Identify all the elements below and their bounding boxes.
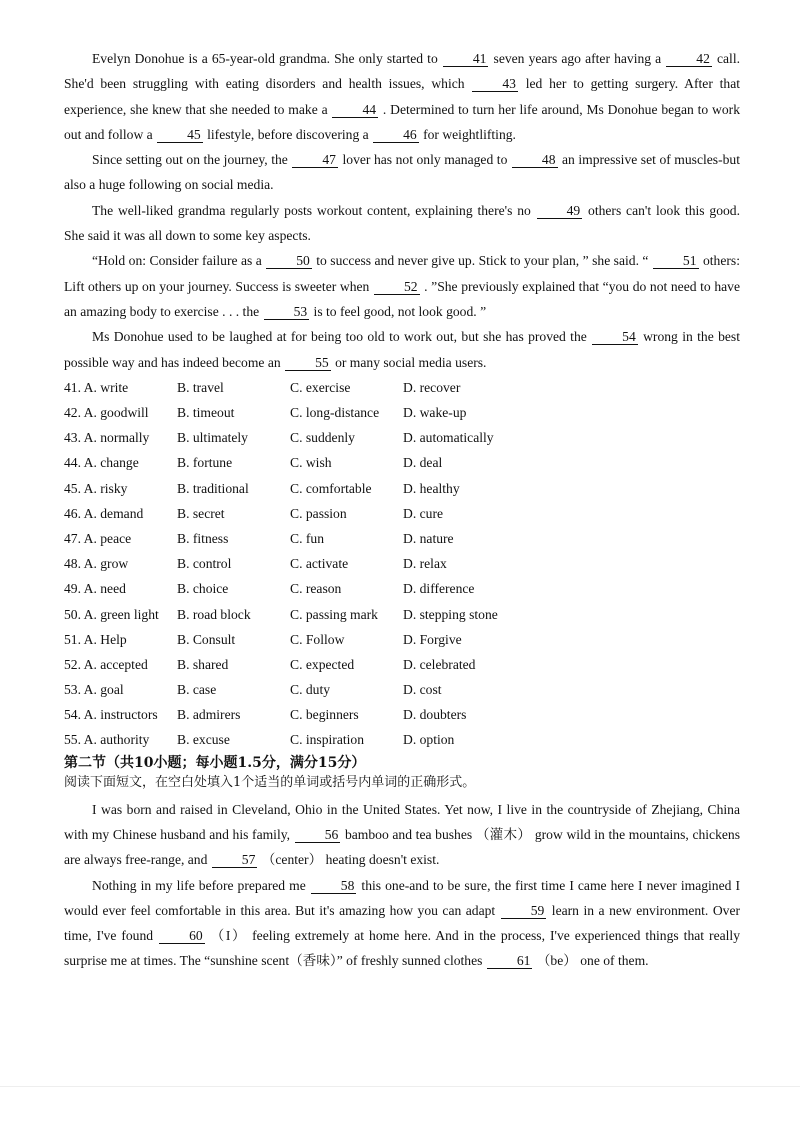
passage1-paragraph4 <box>64 248 740 324</box>
option-row <box>64 501 740 526</box>
option-a: 52. A. accepted <box>64 656 148 672</box>
blank-53: 53 <box>264 304 310 320</box>
option-row <box>64 727 740 752</box>
option-b: B. traditional <box>177 480 249 496</box>
option-c: C. wish <box>290 455 332 471</box>
option-d: D. healthy <box>403 480 460 496</box>
blank-58: 58 <box>311 878 357 894</box>
option-row <box>64 450 740 475</box>
blank-47: 47 <box>292 152 338 168</box>
option-c: C. beginners <box>290 707 359 723</box>
option-row <box>64 400 740 425</box>
page-divider <box>0 1086 800 1087</box>
blank-41: 41 <box>443 51 489 67</box>
text: Ms Donohue used to be laughed at for being too old to work out, but she has proved the <box>92 329 592 345</box>
option-d: D. recover <box>403 379 461 395</box>
blank-43: 43 <box>472 76 518 92</box>
option-a: 53. A. goal <box>64 682 124 698</box>
exam-content <box>64 46 740 974</box>
passage1-paragraph5 <box>64 324 740 375</box>
option-d: D. wake-up <box>403 405 467 420</box>
option-c: C. long-distance <box>290 405 380 420</box>
option-b: B. Consult <box>177 631 236 647</box>
text: I was born and raised in Cleveland, Ohio in the United States. Yet now, I live in the countryside of Zhejiang, China with my Chinese husband and his family, <box>64 801 740 842</box>
option-a: 44. A. change <box>64 455 139 471</box>
option-b: B. travel <box>177 379 224 395</box>
blank-61: 61 <box>487 953 533 969</box>
text: The well-liked grandma regularly posts workout content, explaining there's no <box>92 202 536 218</box>
text: Since setting out on the journey, the <box>92 152 292 168</box>
text: bamboo and tea bushes （灌木） grow wild in the mountains, chickens are always free-range, and <box>64 826 740 868</box>
option-d: D. Forgive <box>403 631 462 647</box>
text: this one-and to be sure, the first time I came here I never imagined I would ever feel comfortable in this area. But it's amazing how you can adapt <box>64 877 740 918</box>
option-a: 55. A. authority <box>64 732 150 748</box>
option-row <box>64 375 740 400</box>
passage1-paragraph3 <box>64 198 740 249</box>
section-instructions: 阅读下面短文，在空白处填入1个适当的单词或括号内单词的正确形式。 <box>64 774 476 790</box>
text: . ”She previously explained that “you do not need to have an amazing body to exercise . . . the <box>64 278 741 319</box>
option-d: D. automatically <box>403 430 494 446</box>
option-b: B. ultimately <box>177 430 248 446</box>
option-c: C. passion <box>290 505 347 521</box>
blank-55: 55 <box>285 355 331 371</box>
text: to success and never give up. Stick to your plan, ” she said. “ <box>312 253 652 269</box>
passage2-paragraph1 <box>64 797 740 873</box>
section-title: 第二节（共10小题；每小题1.5分，满分15分） <box>64 754 366 771</box>
option-row <box>64 652 740 677</box>
option-b: B. fortune <box>177 455 233 471</box>
text: is to feel good, not look good. ” <box>310 303 487 319</box>
blank-49: 49 <box>537 203 583 219</box>
option-row <box>64 526 740 551</box>
option-c: C. reason <box>290 581 342 597</box>
option-a: 51. A. Help <box>64 631 127 647</box>
option-b: B. timeout <box>177 405 235 420</box>
option-a: 50. A. green light <box>64 606 159 622</box>
option-d: D. difference <box>403 581 475 597</box>
blank-56: 56 <box>295 827 341 843</box>
option-b: B. case <box>177 682 217 698</box>
option-b: B. choice <box>177 581 229 597</box>
text: others can't look this good. She said it was all down to some key aspects. <box>64 202 740 244</box>
text: （I） feeling extremely at home here. And in the process, I've experienced things that really surprise me at times. The “sunshine scent（香味）” of freshly sunned clothes <box>64 928 740 969</box>
option-b: B. fitness <box>177 530 229 546</box>
text: an impressive set of muscles-but also a huge following on social media. <box>64 152 740 193</box>
passage2-paragraph2 <box>64 873 740 974</box>
blank-59: 59 <box>501 903 547 919</box>
blank-44: 44 <box>332 102 378 118</box>
text: call. She'd been struggling with eating disorders and health issues, which <box>64 51 741 92</box>
text: wrong in the best possible way and has indeed become an <box>64 329 740 370</box>
option-row <box>64 627 740 652</box>
option-d: D. stepping stone <box>403 606 498 622</box>
option-b: B. road block <box>177 606 251 622</box>
text: lifestyle, before discovering a <box>203 126 373 142</box>
text: for weightlifting. <box>419 126 516 142</box>
option-row <box>64 702 740 727</box>
option-a: 54. A. instructors <box>64 707 158 723</box>
option-row <box>64 677 740 702</box>
option-c: C. fun <box>290 530 324 546</box>
option-b: B. excuse <box>177 732 230 748</box>
blank-54: 54 <box>592 329 638 345</box>
text: （center） heating doesn't exist. <box>258 852 440 868</box>
text: （be） one of them. <box>533 953 649 969</box>
blank-57: 57 <box>212 852 258 868</box>
text: “Hold on: Consider failure as a <box>92 253 266 269</box>
option-c: C. Follow <box>290 631 345 647</box>
option-b: B. shared <box>177 656 229 672</box>
option-row <box>64 576 740 601</box>
passage1-paragraph1 <box>64 46 740 147</box>
text: . Determined to turn her life around, Ms Donohue began to work out and follow a <box>64 101 740 142</box>
option-a: 48. A. grow <box>64 556 129 572</box>
option-d: D. nature <box>403 530 454 546</box>
option-c: C. exercise <box>290 379 351 395</box>
blank-46: 46 <box>373 127 419 143</box>
option-c: C. suddenly <box>290 430 355 446</box>
passage1-paragraph2 <box>64 147 740 198</box>
text: lover has not only managed to <box>338 152 511 168</box>
option-c: C. duty <box>290 682 331 698</box>
text: others: Lift others up on your journey. Success is sweeter when <box>64 253 740 294</box>
option-d: D. deal <box>403 455 443 471</box>
blank-45: 45 <box>157 127 203 143</box>
text: or many social media users. <box>331 354 487 370</box>
text: learn in a new environment. Over time, I've found <box>64 902 740 944</box>
blank-48: 48 <box>512 152 558 168</box>
text: led her to getting surgery. After that experience, she knew that she needed to make a <box>64 76 741 117</box>
option-a: 49. A. need <box>64 581 126 597</box>
option-row <box>64 602 740 627</box>
option-a: 45. A. risky <box>64 480 128 496</box>
option-c: C. passing mark <box>290 606 378 622</box>
option-row <box>64 551 740 576</box>
option-d: D. celebrated <box>403 656 476 672</box>
blank-52: 52 <box>374 279 420 295</box>
option-d: D. cure <box>403 505 444 521</box>
option-a: 46. A. demand <box>64 505 144 521</box>
option-d: D. cost <box>403 682 442 698</box>
option-d: D. relax <box>403 556 447 572</box>
option-d: D. option <box>403 732 455 748</box>
option-b: B. control <box>177 556 232 572</box>
text: Nothing in my life before prepared me <box>92 877 310 893</box>
blank-60: 60 <box>159 928 205 944</box>
option-c: C. inspiration <box>290 732 365 748</box>
option-b: B. secret <box>177 505 225 521</box>
option-row <box>64 476 740 501</box>
option-a: 41. A. write <box>64 379 129 395</box>
blank-51: 51 <box>653 253 699 269</box>
option-d: D. doubters <box>403 707 467 723</box>
answer-options <box>64 375 740 753</box>
blank-42: 42 <box>666 51 712 67</box>
text: Evelyn Donohue is a 65-year-old grandma. She only started to <box>92 51 442 66</box>
option-c: C. activate <box>290 556 349 572</box>
option-c: C. comfortable <box>290 480 372 496</box>
option-row <box>64 425 740 450</box>
option-c: C. expected <box>290 656 355 672</box>
text: seven years ago after having a <box>489 51 666 66</box>
blank-50: 50 <box>266 253 312 269</box>
option-a: 42. A. goodwill <box>64 405 149 420</box>
option-b: B. admirers <box>177 707 241 723</box>
option-a: 43. A. normally <box>64 430 150 446</box>
option-a: 47. A. peace <box>64 530 132 546</box>
